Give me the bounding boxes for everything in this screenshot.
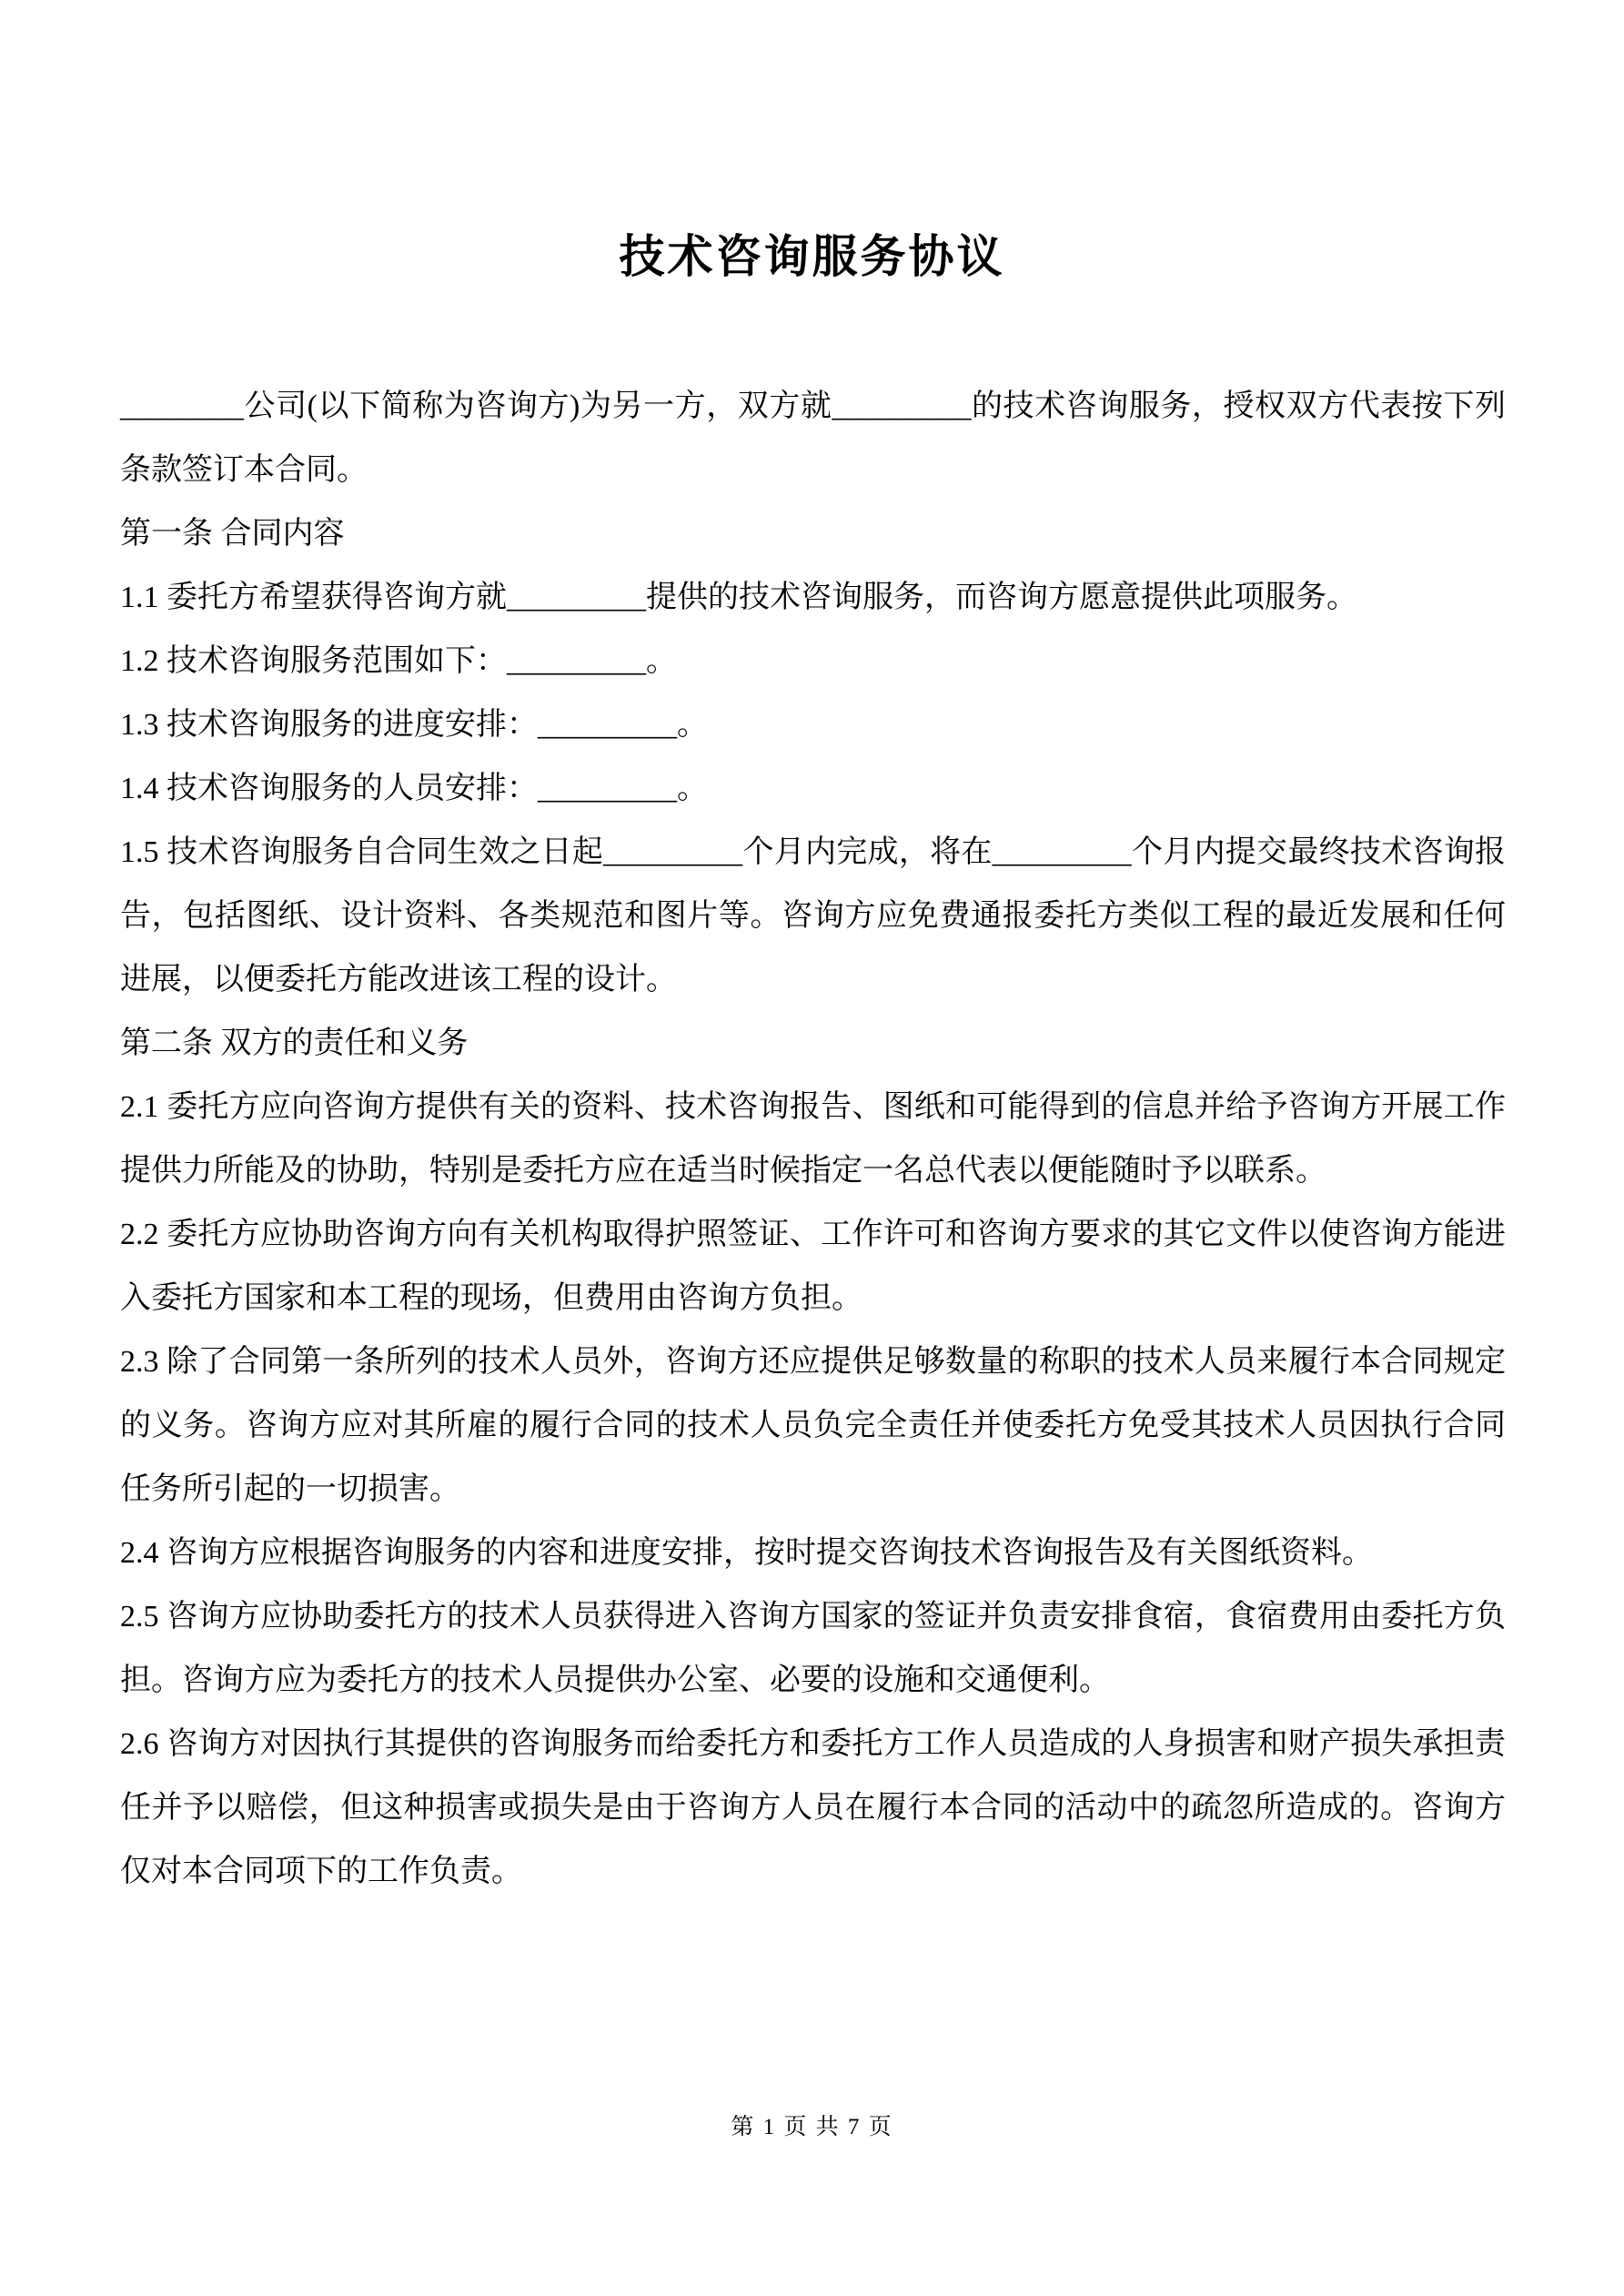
paragraph: ________公司(以下简称为咨询方)为另一方，双方就_________的技术咨询服务，授权双方代表按下列条款签订本合同。 xyxy=(120,389,1506,487)
document-body xyxy=(120,375,1506,1904)
paragraph: 2.4 咨询方应根据咨询服务的内容和进度安排，按时提交咨询技术咨询报告及有关图纸资料。 xyxy=(120,1536,1373,1570)
paragraph: 1.1 委托方希望获得咨询方就_________提供的技术咨询服务，而咨询方愿意提供此项服务。 xyxy=(120,581,1357,614)
paragraph: 第一条 合同内容 xyxy=(120,517,345,551)
document-title: 技术咨询服务协议 xyxy=(619,230,1005,282)
paragraph: 2.3 除了合同第一条所列的技术人员外，咨询方还应提供足够数量的称职的技术人员来履行本合同规定的义务。咨询方应对其所雇的履行合同的技术人员负完全责任并使委托方免受其技术人员因执行合同任务所引起的一切损害。 xyxy=(120,1345,1506,1506)
page-number: 第 1 页 共 7 页 xyxy=(731,2115,893,2139)
paragraph: 2.1 委托方应向咨询方提供有关的资料、技术咨询报告、图纸和可能得到的信息并给予咨询方开展工作提供力所能及的协助，特别是委托方应在适当时候指定一名总代表以便能随时予以联系。 xyxy=(120,1090,1506,1188)
paragraph: 第二条 双方的责任和义务 xyxy=(120,1027,469,1060)
paragraph: 2.2 委托方应协助咨询方向有关机构取得护照签证、工作许可和咨询方要求的其它文件以使咨询方能进入委托方国家和本工程的现场，但费用由咨询方负担。 xyxy=(120,1218,1506,1315)
paragraph: 2.6 咨询方对因执行其提供的咨询服务而给委托方和委托方工作人员造成的人身损害和财产损失承担责任并予以赔偿，但这种损害或损失是由于咨询方人员在履行本合同的活动中的疏忽所造成的。咨询方仅对本合同项下的工作负责。 xyxy=(120,1727,1506,1888)
paragraph: 1.2 技术咨询服务范围如下：_________。 xyxy=(120,644,677,678)
paragraph: 1.5 技术咨询服务自合同生效之日起_________个月内完成，将在_________个月内提交最终技术咨询报告，包括图纸、设计资料、各类规范和图片等。咨询方应免费通报委托方类似工程的最近发展和任何进展，以便委托方能改进该工程的设计。 xyxy=(120,835,1506,996)
paragraph: 1.4 技术咨询服务的人员安排：_________。 xyxy=(120,772,708,805)
paragraph: 1.3 技术咨询服务的进度安排：_________。 xyxy=(120,708,708,742)
paragraph: 2.5 咨询方应协助委托方的技术人员获得进入咨询方国家的签证并负责安排食宿，食宿费用由委托方负担。咨询方应为委托方的技术人员提供办公室、必要的设施和交通便利。 xyxy=(120,1600,1506,1697)
